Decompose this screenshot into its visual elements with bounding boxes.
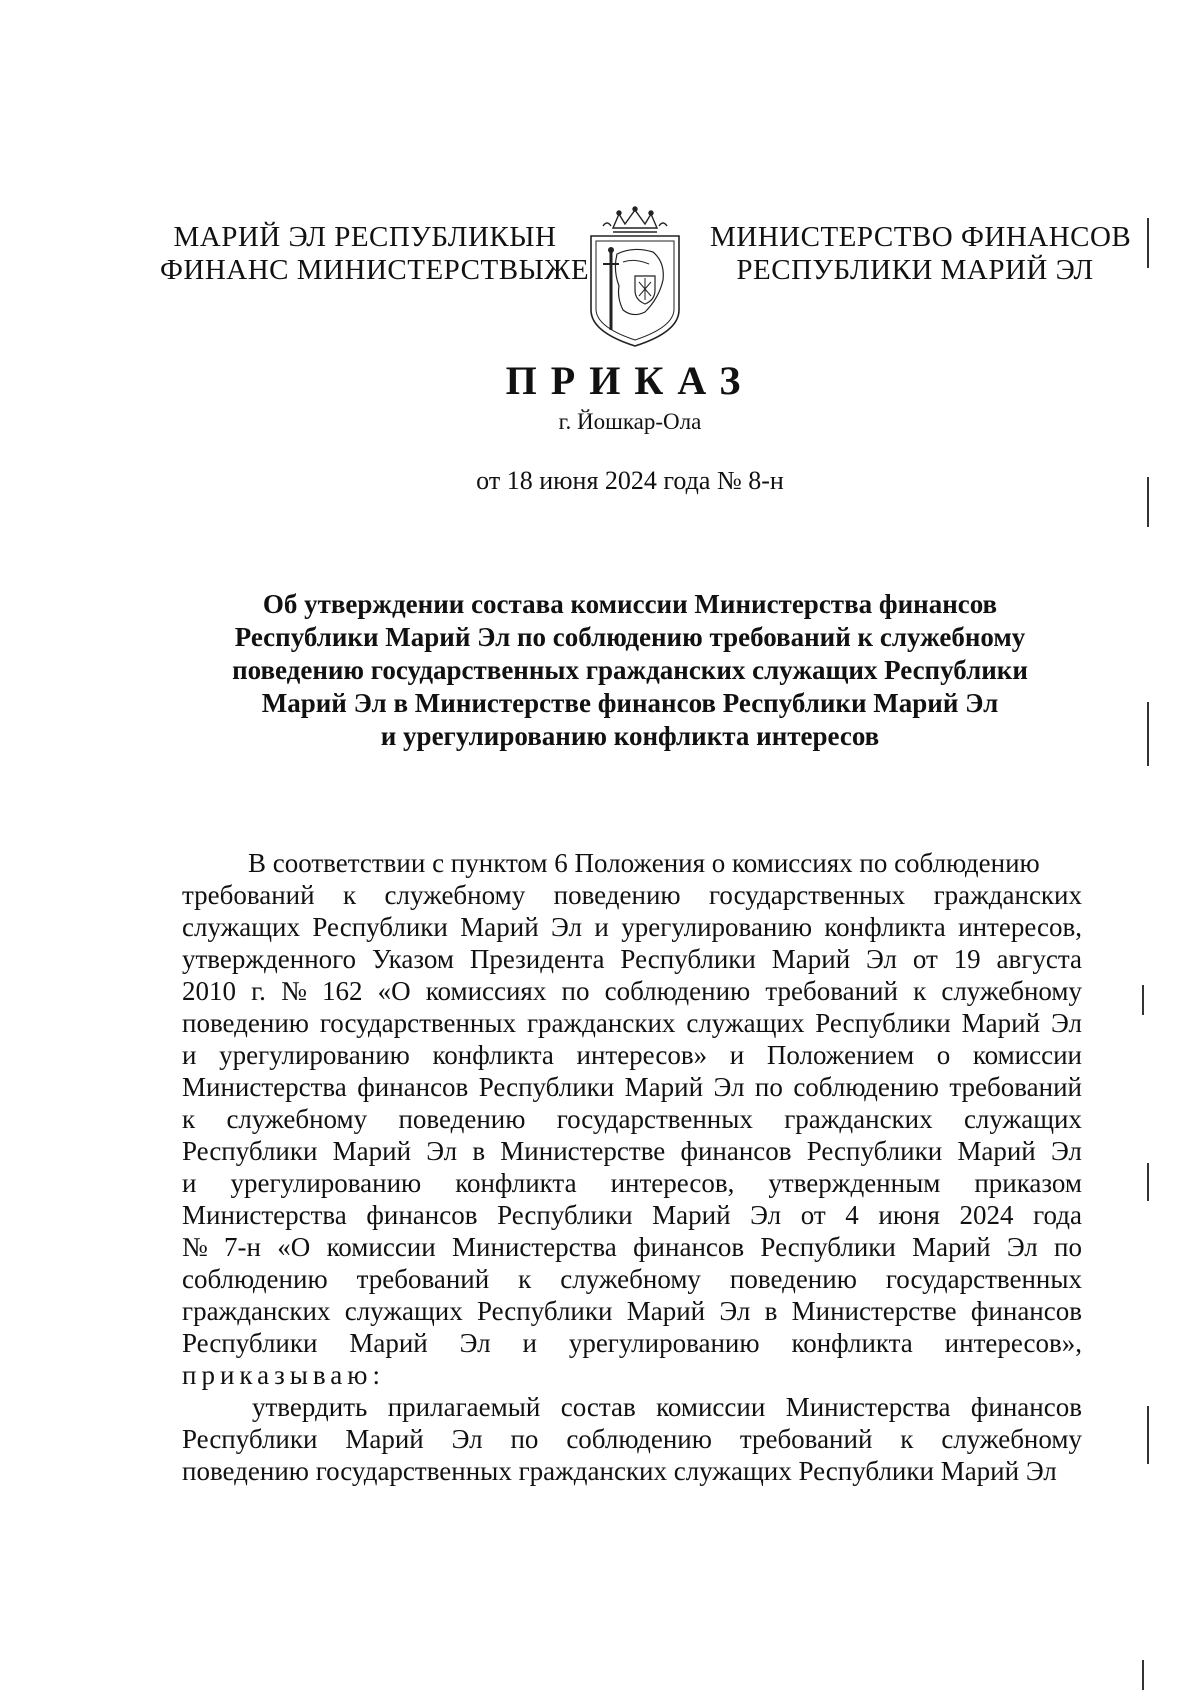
body-line: утвержденного Указом Президента Республики Марий Эл от 19 августа (182, 944, 1082, 974)
body-line: Министерства финансов Республики Марий Эл от 4 июня 2024 года (182, 1200, 1082, 1230)
document-title: ПРИКАЗ (505, 358, 755, 403)
document-date-number: от 18 июня 2024 года № 8-н (476, 466, 784, 495)
margin-bar (1147, 702, 1149, 766)
body-line: соблюдению требований к служебному поведению государственных (182, 1264, 1082, 1294)
body-line: В соответствии с пунктом 6 Положения о комиссиях по соблюдению (248, 848, 1040, 878)
body-line: Министерства финансов Республики Марий Эл по соблюдению требований (182, 1072, 1082, 1102)
margin-bar (1147, 218, 1149, 268)
body-line: требований к служебному поведению государственных гражданских (182, 880, 1082, 910)
document-subject (200, 588, 1060, 753)
body-line: к служебному поведению государственных гражданских служащих (182, 1104, 1082, 1134)
body-line: поведению государственных гражданских служащих Республики Марий Эл (182, 1008, 1082, 1038)
body-line: 2010 г. № 162 «О комиссиях по соблюдению требований к служебному (182, 976, 1082, 1006)
body-line: гражданских служащих Республики Марий Эл в Министерстве финансов (182, 1296, 1082, 1326)
body-line: приказываю: (182, 1360, 385, 1390)
header-left-ministry-name (160, 221, 590, 287)
document-city: г. Йошкар-Ола (558, 409, 702, 434)
body-line: поведению государственных гражданских служащих Республики Марий Эл (182, 1456, 1057, 1486)
document-body (182, 847, 1082, 1487)
header-left-line-1: МАРИЙ ЭЛ РЕСПУБЛИКЫН (173, 221, 557, 253)
body-line: № 7-н «О комиссии Министерства финансов Республики Марий Эл по (182, 1232, 1082, 1262)
body-line: Республики Марий Эл по соблюдению требований к служебному (182, 1424, 1082, 1454)
margin-bar (1142, 1660, 1144, 1690)
body-line: утвердить прилагаемый состав комиссии Министерства финансов (252, 1392, 1082, 1422)
body-line: Республики Марий Эл и урегулированию конфликта интересов», (182, 1328, 1082, 1358)
coat-of-arms-icon (583, 206, 687, 348)
margin-bar (1147, 1406, 1149, 1464)
subject-line: Об утверждении состава комиссии Министерства финансов (262, 589, 998, 619)
subject-line: и урегулированию конфликта интересов (380, 721, 880, 751)
subject-line: Республики Марий Эл по соблюдению требований к служебному (234, 622, 1026, 652)
body-line: и урегулированию конфликта интересов» и Положением о комиссии (182, 1040, 1082, 1070)
header-right-line-1: МИНИСТЕРСТВО ФИНАНСОВ (710, 221, 1132, 253)
header-left-line-2: ФИНАНС МИНИСТЕРСТВЫЖЕ (160, 254, 590, 286)
body-line: служащих Республики Марий Эл и урегулированию конфликта интересов, (182, 912, 1082, 942)
subject-line: Марий Эл в Министерстве финансов Республики Марий Эл (261, 688, 999, 718)
margin-bar (1147, 477, 1149, 527)
subject-line: поведению государственных гражданских служащих Республики (232, 655, 1028, 685)
body-line: и урегулированию конфликта интересов, утвержденным приказом (182, 1168, 1082, 1198)
header-right-line-2: РЕСПУБЛИКИ МАРИЙ ЭЛ (736, 254, 1094, 286)
header-right-ministry-name (710, 221, 1132, 287)
body-line: Республики Марий Эл в Министерстве финансов Республики Марий Эл (182, 1136, 1082, 1166)
margin-bar (1142, 985, 1144, 1015)
margin-bar (1147, 1163, 1149, 1201)
